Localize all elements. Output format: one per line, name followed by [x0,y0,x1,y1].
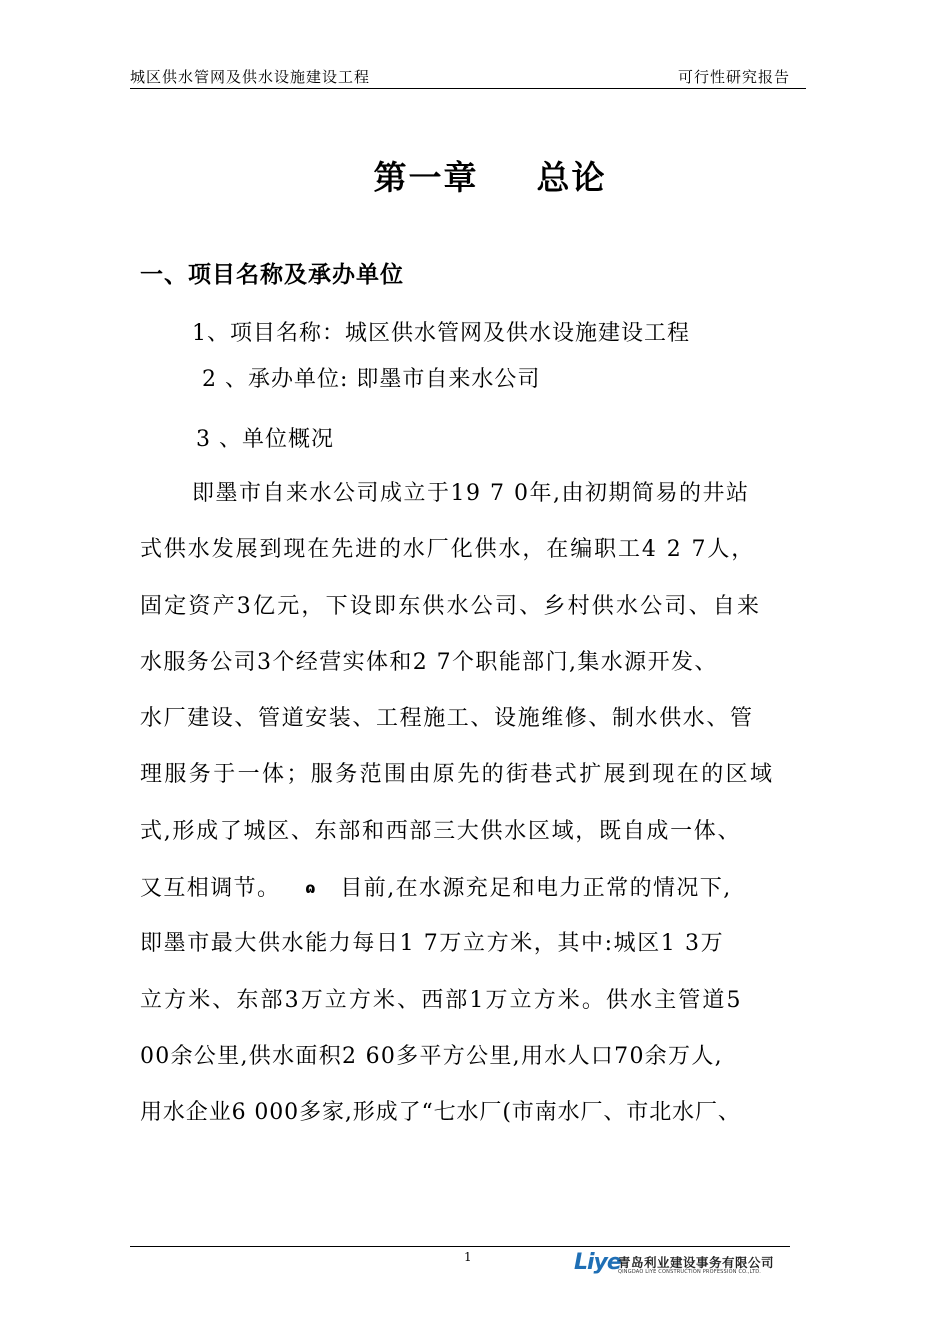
paragraph-line: 用水企业6 000多家,形成了“七水厂(市南水厂、市北水厂、 [140,1100,741,1126]
paragraph-line-rest: 目前,在水源充足和电力正常的情况下, [340,876,732,902]
company-name-english: QINGDAO LIYE CONSTRUCTION PROFESSION CO.,LTD. [618,1269,762,1275]
paragraph-line: 即墨市自来水公司成立于19 7 0年,由初期简易的井站 [192,481,750,506]
item-organizer: 2 、承办单位: 即墨市自来水公司 [202,367,541,392]
chapter-name: 总论 [536,158,607,197]
paragraph-line: 00余公里,供水面积2 60多平方公里,用水人口70余万人, [140,1043,723,1069]
paragraph-line: 即墨市最大供水能力每日1 7万立方米，其中:城区1 3万 [140,931,725,957]
item-unit-overview: 3 、单位概况 [196,427,334,452]
item-project-name: 1、项目名称：城区供水管网及供水设施建设工程 [192,321,690,346]
body-paragraph [140,466,840,1142]
company-name: 青岛利业建设事务有限公司 [618,1255,775,1270]
paragraph-line: 立方米、东部3万立方米、西部1万立方米。供水主管道5 [140,987,743,1013]
section-heading: 一、项目名称及承办单位 [140,262,404,288]
footer-divider [130,1246,790,1247]
paragraph-line-start: 又互相调节。 [140,876,281,902]
header-report-type: 可行性研究报告 [677,68,790,86]
paragraph-line: 式供水发展到现在先进的水厂化供水，在编职工4 2 7人， [140,537,756,563]
page-header [130,64,806,89]
company-logo [574,1250,774,1280]
company-logo-mark: Liye [574,1250,621,1275]
paragraph-line: 固定资产3亿元，下设即东供水公司、乡村供水公司、自来 [140,593,762,619]
paragraph-line: 水厂建设、管道安装、工程施工、设施维修、制水供水、管 [140,706,754,732]
paragraph-line: 水服务公司3个经营实体和2 7个职能部门,集水源开发、 [140,649,718,675]
paragraph-line: 理服务于一体；服务范围由原先的街巷式扩展到现在的区域 [140,762,775,788]
chapter-title [0,152,950,199]
header-document-title: 城区供水管网及供水设施建设工程 [130,68,371,86]
paragraph-line-with-mark [140,860,840,916]
chapter-number: 第一章 [373,158,479,197]
paragraph-line: 式,形成了城区、东部和西部三大供水区域，既自成一体、 [140,818,742,844]
inline-mark: ɷ [305,879,316,898]
page-number: 1 [464,1250,472,1264]
